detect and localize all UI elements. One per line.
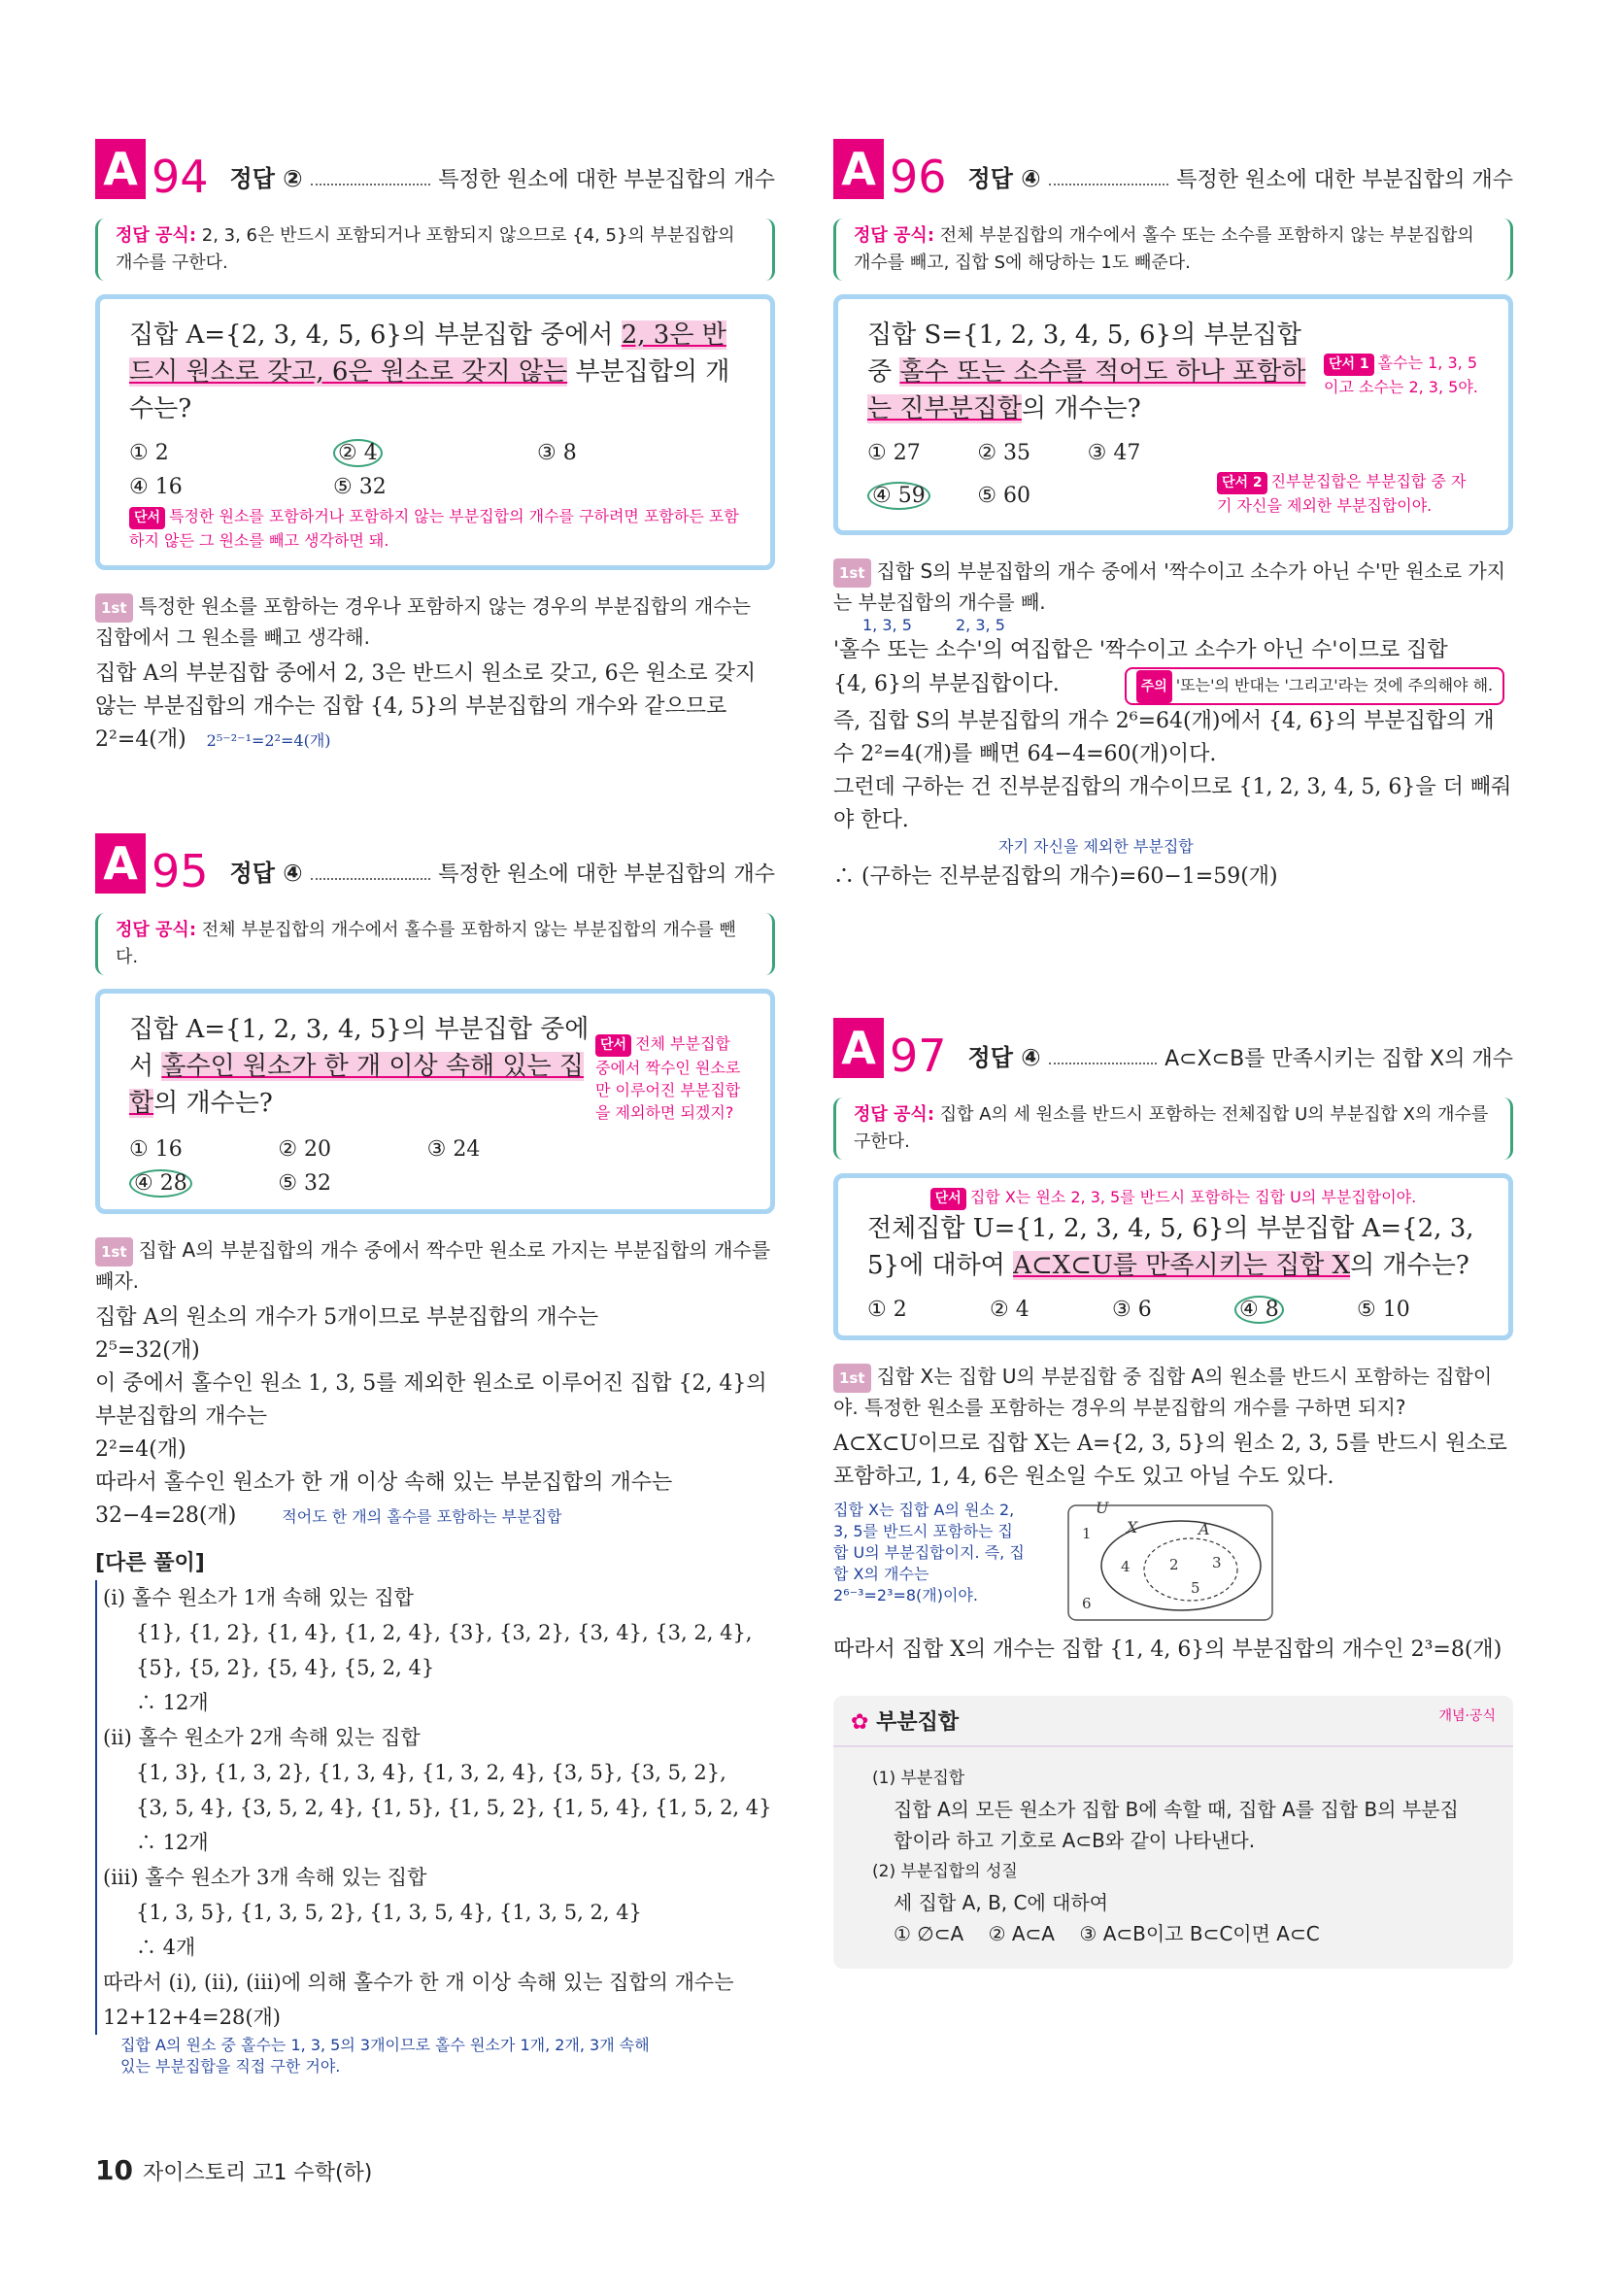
- question-highlight: 홀수 또는 소수를 적어도 하나 포함하는 진부분집합: [867, 357, 1306, 423]
- page-number: 10: [95, 2154, 133, 2186]
- book-title: 자이스토리 고1 수학(하): [142, 2161, 373, 2185]
- alt-line: ∴ 12개: [136, 1691, 209, 1714]
- solution-line: A⊂X⊂U이므로 집합 X는 A={2, 3, 5}의 원소 2, 3, 5를 반드시 원소로 포함하고, 1, 4, 6은 원소일 수도 있고 아닐 수도 있다.: [833, 1432, 1507, 1489]
- question-highlight: 2, 3은 반드시 원소로 갖고, 6은 원소로 갖지 않는: [129, 321, 726, 387]
- solution: [833, 557, 1513, 894]
- dot-leader: [1049, 1063, 1158, 1064]
- alt-note: 집합 A의 원소 중 홀수는 1, 3, 5의 3개이므로 홀수 원소가 1개, 2개, 3개 속해 있는 부분집합을 직접 구한 거야.: [120, 2036, 650, 2076]
- choice-3: ③ 24: [426, 1137, 481, 1162]
- problem-number: 94: [152, 151, 209, 203]
- first-step: [95, 591, 775, 652]
- choice-4: [1234, 1298, 1357, 1322]
- question-highlight: A⊂X⊂U를 만족시키는 집합 X: [1013, 1251, 1351, 1280]
- first-step-tag: 1st: [833, 1364, 871, 1393]
- choice-2: ② 35: [977, 441, 1031, 465]
- page-footer: [95, 2154, 372, 2186]
- concept-body: [833, 1747, 1513, 1969]
- solution-line: 그런데 구하는 건 진부분집합의 개수이므로 {1, 2, 3, 4, 5, 6}을 더 빼줘야 한다.: [833, 775, 1512, 832]
- caution-box: [1125, 667, 1504, 705]
- choice-3: ③ 47: [1087, 441, 1141, 465]
- alt-line: (ii) 홀수 원소가 2개 속해 있는 집합: [103, 1726, 421, 1749]
- concept-item: (2) 부분집합의 성질: [872, 1862, 1018, 1881]
- choice-5: ⑤ 32: [333, 475, 387, 499]
- question-part: 집합 A={1, 2, 3, 4, 5}의 부분집합 중에서: [129, 1015, 590, 1081]
- hint-note: [867, 1186, 1479, 1210]
- venn-element: 3: [1212, 1554, 1222, 1571]
- answer-formula: [95, 913, 775, 975]
- question-part: 집합 S={1, 2, 3, 4, 5, 6}의 부분집합 중: [867, 321, 1301, 387]
- first-step-tag: 1st: [95, 593, 133, 623]
- first-step-text: 집합 X는 집합 U의 부분집합 중 집합 A의 원소를 반드시 포함하는 집합이야. 특정한 원소를 포함하는 경우의 부분집합의 개수를 구하면 되지?: [833, 1365, 1493, 1419]
- hint-text: 홀수는 1, 3, 5이고 소수는 2, 3, 5야.: [1324, 354, 1478, 396]
- solution: [95, 1235, 775, 2077]
- alt-line: {1, 3}, {1, 3, 2}, {1, 3, 4}, {1, 3, 2, 4}, {3, 5}, {3, 5, 2},: [136, 1761, 726, 1784]
- concept-header: [833, 1696, 1513, 1747]
- hint-note-2: [1217, 470, 1479, 517]
- correct-choice-circle: ④ 8: [1234, 1296, 1284, 1324]
- problem-topic: A⊂X⊂B를 만족시키는 집합 X의 개수: [1164, 1047, 1513, 1071]
- hint-tag: 단서: [595, 1034, 631, 1057]
- problem-header: [95, 131, 775, 203]
- side-note: 집합 X는 집합 A의 원소 2, 3, 5를 반드시 포함하는 집합 U의 부분집합이지. 즉, 집합 X의 개수는 2⁶⁻³=2³=8(개)이야.: [833, 1501, 1025, 1604]
- problem-topic: 특정한 원소에 대한 부분집합의 개수: [438, 862, 775, 887]
- question-text: [129, 1011, 595, 1124]
- correct-choice-circle: ② 4: [333, 439, 383, 467]
- arrow-note: 1, 3, 5: [862, 616, 912, 634]
- left-column: [95, 131, 775, 2077]
- choices: [867, 1298, 1479, 1322]
- alt-line: 12+12+4=28(개): [103, 2006, 281, 2029]
- question-part: 집합 A={2, 3, 4, 5, 6}의 부분집합 중에서: [129, 321, 622, 350]
- formula-label: 정답 공식:: [116, 920, 197, 940]
- choice-4: [867, 484, 977, 517]
- level-badge: A: [95, 139, 146, 199]
- formula-label: 정답 공식:: [854, 1104, 935, 1125]
- venn-label-X: X: [1127, 1518, 1138, 1536]
- solution: [833, 1362, 1513, 1667]
- hint-note-1: [1324, 352, 1479, 427]
- first-step-text: 집합 S의 부분집합의 개수 중에서 '짝수이고 소수가 아닌 수'만 원소로 가지는 부분집합의 개수를 빼.: [833, 559, 1506, 614]
- correct-choice-circle: ④ 28: [129, 1169, 192, 1198]
- question-text: [867, 317, 1324, 427]
- dot-leader: [311, 878, 431, 880]
- hint-text: 특정한 원소를 포함하거나 포함하지 않는 부분집합의 개수를 구하려면 포함하든 포함하지 않든 그 원소를 빼고 생각하면 돼.: [129, 507, 739, 550]
- problem-97: [833, 1010, 1513, 1969]
- venn-element: 6: [1082, 1595, 1092, 1612]
- hint-tag: 단서: [129, 507, 165, 529]
- problem-topic: 특정한 원소에 대한 부분집합의 개수: [438, 168, 775, 192]
- hint-text: 진부분집합은 부분집합 중 자기 자신을 제외한 부분집합이야.: [1217, 472, 1467, 515]
- concept-item: (1) 부분집합: [872, 1769, 965, 1788]
- alt-line: {1, 3, 5}, {1, 3, 5, 2}, {1, 3, 5, 4}, {1, 3, 5, 2, 4}: [136, 1901, 642, 1924]
- choice-5: ⑤ 32: [278, 1171, 332, 1196]
- answer-label: 정답 ④: [229, 860, 303, 887]
- question-row: [129, 1011, 741, 1124]
- answer-formula: [833, 1097, 1513, 1160]
- venn-element: 4: [1121, 1558, 1131, 1575]
- choices: [129, 1137, 576, 1196]
- hint-text: 집합 X는 원소 2, 3, 5를 반드시 포함하는 집합 U의 부분집합이야.: [969, 1188, 1417, 1206]
- question-part: 부분집합의 개수는?: [129, 357, 730, 423]
- level-badge: A: [833, 139, 884, 199]
- arrow-note: 2, 3, 5: [955, 616, 1005, 634]
- problem-header: [833, 131, 1513, 203]
- first-step-text: 집합 A의 부분집합의 개수 중에서 짝수만 원소로 가지는 부분집합의 개수를 빼자.: [95, 1238, 771, 1293]
- first-step-text: 특정한 원소를 포함하는 경우나 포함하지 않는 경우의 부분집합의 개수는 집합에서 그 원소를 빼고 생각해.: [95, 594, 752, 649]
- problem-94: [95, 131, 775, 758]
- choice-1: ① 27: [867, 441, 921, 465]
- concept-box: [833, 1696, 1513, 1969]
- question-box: [95, 294, 775, 570]
- formula-text: 2, 3, 6은 반드시 포함되거나 포함되지 않으므로 {4, 5}의 부분집합의 개수를 구한다.: [116, 225, 735, 273]
- solution-result: [95, 1500, 775, 1534]
- problem-header: [95, 826, 775, 897]
- hint-note: [595, 1032, 741, 1124]
- concept-title-wrap: [851, 1705, 959, 1736]
- solution: [95, 591, 775, 758]
- dot-leader: [311, 184, 431, 186]
- first-step: [95, 1235, 775, 1296]
- first-step-tag: 1st: [95, 1237, 133, 1266]
- question-text: [129, 317, 741, 427]
- choice-1: ① 2: [129, 441, 169, 465]
- solution-line: '홀수 또는 소수'의 여집합은 '짝수이고 소수가 아닌 수'이므로 집합: [833, 638, 1448, 662]
- choice-1: ① 2: [867, 1298, 907, 1322]
- solution-line: 2²=4(개): [95, 1437, 186, 1462]
- solution-note: 자기 자신을 제외한 부분집합: [998, 837, 1194, 856]
- solution-line: {4, 6}의 부분집합이다.: [833, 672, 1060, 696]
- choices-row: [867, 427, 1479, 517]
- solution-note: 2⁵⁻²⁻¹=2²=4(개): [206, 731, 331, 750]
- choice-5: ⑤ 10: [1357, 1298, 1410, 1322]
- level-badge: A: [95, 833, 146, 894]
- concept-item: ① ∅⊂A ② A⊂A ③ A⊂B이고 B⊂C이면 A⊂C: [894, 1922, 1320, 1945]
- question-text: [867, 1210, 1479, 1284]
- solution-line: 2⁵=32(개): [95, 1338, 200, 1363]
- caution-text: '또는'의 반대는 '그리고'라는 것에 주의해야 해.: [1175, 676, 1494, 694]
- choices: [129, 441, 741, 499]
- problem-number: 97: [890, 1030, 947, 1082]
- side-note-row: [833, 1500, 1513, 1626]
- choice-5: ⑤ 60: [977, 484, 1031, 508]
- solution-line: 따라서 홀수인 원소가 한 개 이상 속해 있는 부분집합의 개수는: [95, 1470, 673, 1495]
- alt-line: 따라서 (i), (ii), (iii)에 의해 홀수가 한 개 이상 속해 있는 집합의 개수는: [103, 1971, 734, 1994]
- venn-element: 5: [1191, 1579, 1200, 1597]
- question-highlight: 홀수인 원소가 한 개 이상 속해 있는 집합: [129, 1052, 584, 1118]
- formula-text: 집합 A의 세 원소를 반드시 포함하는 전체집합 U의 부분집합 X의 개수를 구한다.: [854, 1104, 1489, 1152]
- question-part: 의 개수는?: [1021, 394, 1141, 423]
- alt-line: {1}, {1, 2}, {1, 4}, {1, 2, 4}, {3}, {3, 2}, {3, 4}, {3, 2, 4},: [136, 1621, 753, 1644]
- venn-element: 2: [1169, 1556, 1179, 1573]
- question-row: [867, 317, 1479, 427]
- choice-3: ③ 6: [1112, 1298, 1152, 1322]
- concept-tag: 개념·공식: [1438, 1708, 1496, 1724]
- choice-2: ② 20: [278, 1137, 332, 1162]
- caution-tag: 주의: [1136, 670, 1172, 703]
- level-badge: A: [833, 1018, 884, 1078]
- concept-item: 집합 A의 모든 원소가 집합 B에 속할 때, 집합 A를 집합 B의 부분집합이라 하고 기호로 A⊂B와 같이 나타낸다.: [894, 1798, 1459, 1852]
- problem-number: 95: [152, 845, 209, 897]
- choice-4: [129, 1171, 278, 1196]
- hint-tag: 단서: [930, 1188, 966, 1210]
- first-step: [833, 557, 1513, 617]
- venn-element: 1: [1082, 1525, 1092, 1542]
- problem-number: 96: [890, 151, 947, 203]
- choices: [867, 441, 1198, 517]
- solution-line: 2²=4(개): [95, 727, 186, 752]
- alt-line: ∴ 12개: [136, 1831, 209, 1854]
- formula-label: 정답 공식:: [854, 225, 935, 246]
- answer-formula: [833, 219, 1513, 281]
- formula-text: 전체 부분집합의 개수에서 홀수를 포함하지 않는 부분집합의 개수를 뺀다.: [116, 920, 736, 967]
- problem-95: [95, 826, 775, 2077]
- correct-choice-circle: ④ 59: [867, 482, 930, 510]
- problem-topic: 특정한 원소에 대한 부분집합의 개수: [1176, 168, 1513, 192]
- solution-line: 32−4=28(개): [95, 1503, 237, 1528]
- answer-label: 정답 ④: [967, 1044, 1041, 1071]
- choice-2: [333, 441, 537, 465]
- formula-label: 정답 공식:: [116, 225, 197, 246]
- concept-title: 부분집합: [876, 1710, 960, 1735]
- alt-line: ∴ 4개: [136, 1936, 196, 1959]
- problem-header: [833, 1010, 1513, 1082]
- choice-2: ② 4: [990, 1298, 1029, 1322]
- answer-label: 정답 ④: [967, 165, 1041, 192]
- arrow-notes: [833, 617, 1513, 634]
- alt-line: (i) 홀수 원소가 1개 속해 있는 집합: [103, 1586, 414, 1609]
- hint-tag: 단서 1: [1324, 354, 1374, 376]
- solution-line: 이 중에서 홀수인 원소 1, 3, 5를 제외한 원소로 이루어진 집합 {2, 4}의 부분집합의 개수는: [95, 1371, 767, 1429]
- problem-96: [833, 131, 1513, 894]
- choice-3: ③ 8: [537, 441, 577, 465]
- solution-line: 따라서 집합 X의 개수는 집합 {1, 4, 6}의 부분집합의 개수인 2³=8(개): [833, 1638, 1502, 1662]
- question-box: [833, 1173, 1513, 1340]
- question-part: 전체집합 U={1, 2, 3, 4, 5, 6}의 부분집합 A={2, 3, 5}에 대하여: [867, 1214, 1474, 1280]
- question-box: [833, 294, 1513, 535]
- venn-diagram: [1066, 1500, 1280, 1626]
- venn-label-A: A: [1198, 1520, 1210, 1538]
- alt-solution-title: [다른 풀이]: [95, 1551, 205, 1575]
- first-step-tag: 1st: [833, 558, 871, 588]
- solution-result: [95, 724, 775, 758]
- answer-formula: [95, 219, 775, 281]
- alt-line: {5}, {5, 2}, {5, 4}, {5, 2, 4}: [136, 1656, 435, 1679]
- flower-icon: ✿: [851, 1710, 869, 1735]
- solution-line-with-caution: [833, 667, 1513, 705]
- solution-note: 적어도 한 개의 홀수를 포함하는 부분집합: [282, 1507, 562, 1526]
- alt-line: {3, 5, 4}, {3, 5, 2, 4}, {1, 5}, {1, 5, 2}, {1, 5, 4}, {1, 5, 2, 4}: [136, 1796, 772, 1819]
- alt-line: (iii) 홀수 원소가 3개 속해 있는 집합: [103, 1866, 427, 1889]
- first-step: [833, 1362, 1513, 1422]
- choice-4: ④ 16: [129, 475, 183, 499]
- question-part: 의 개수는?: [153, 1089, 273, 1118]
- solution-line: 집합 A의 부분집합 중에서 2, 3은 반드시 원소로 갖고, 6은 원소로 갖지 않는 부분집합의 개수는 집합 {4, 5}의 부분집합의 개수와 같으므로: [95, 661, 757, 719]
- choice-1: ① 16: [129, 1137, 183, 1162]
- formula-text: 전체 부분집합의 개수에서 홀수 또는 소수를 포함하지 않는 부분집합의 개수를 빼고, 집합 S에 해당하는 1도 빼준다.: [854, 225, 1474, 273]
- alt-solution: [95, 1580, 775, 2035]
- solution-line: ∴ (구하는 진부분집합의 개수)=60−1=59(개): [833, 864, 1278, 889]
- question-box: [95, 989, 775, 1214]
- hint-tag: 단서 2: [1217, 472, 1267, 494]
- hint-text: 전체 부분집합 중에서 짝수인 원소로만 이루어진 부분집합을 제외하면 되겠지?: [595, 1034, 741, 1122]
- solution-line: 즉, 집합 S의 부분집합의 개수 2⁶=64(개)에서 {4, 6}의 부분집합의 개수 2²=4(개)를 빼면 64−4=60(개)이다.: [833, 709, 1495, 766]
- dot-leader: [1049, 184, 1169, 186]
- venn-label-U: U: [1096, 1500, 1109, 1517]
- solution-line: 집합 A의 원소의 개수가 5개이므로 부분집합의 개수는: [95, 1305, 599, 1330]
- hint-note: [129, 505, 741, 552]
- right-column: [833, 131, 1513, 1969]
- concept-item: 세 집합 A, B, C에 대하여: [894, 1891, 1109, 1914]
- question-part: 의 개수는?: [1350, 1251, 1469, 1280]
- answer-label: 정답 ②: [229, 165, 303, 192]
